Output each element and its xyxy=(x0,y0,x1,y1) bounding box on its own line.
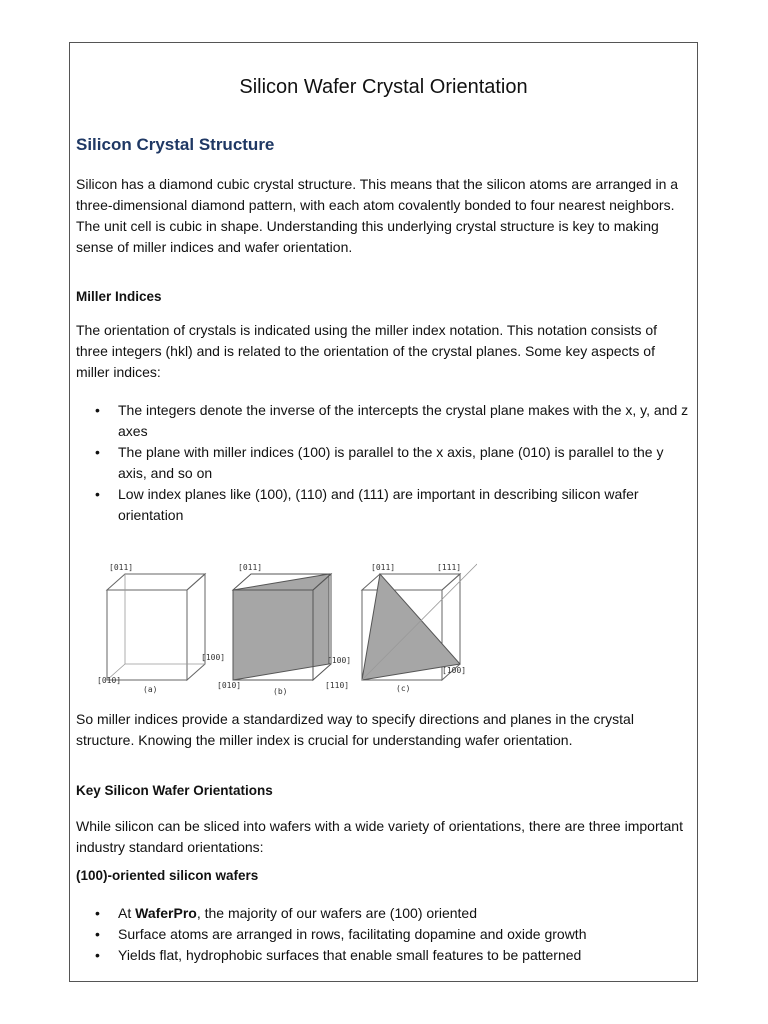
wafer-bullet-list xyxy=(76,903,691,966)
intro-paragraph: Silicon has a diamond cubic crystal structure. This means that the silicon atoms are arranged in a three-dimensional diamond pattern, with each atom covalently bonded to four nearest neighbors. The unit cell is cubic in shape. Understanding this underlying crystal structure is key to making sense of miller indices and wafer orientation. xyxy=(76,176,679,255)
brand-name: WaferPro xyxy=(135,905,197,921)
cube-a-right-label: [100] xyxy=(201,653,226,662)
cube-a-bottom-left-label: [010] xyxy=(97,676,122,685)
cube-c-caption: (c) xyxy=(396,684,411,693)
list-item: • The plane with miller indices (100) is parallel to the x axis, plane (010) is parallel to the y axis, and so on xyxy=(76,442,691,484)
cube-b-top-label: [011] xyxy=(238,563,263,572)
cube-b-caption: (b) xyxy=(273,687,288,696)
section-heading: Silicon Crystal Structure xyxy=(76,135,275,154)
cube-c-top-right-label: [111] xyxy=(437,563,462,572)
miller-planes-figure xyxy=(97,556,477,701)
wafer-100-heading: (100)-oriented silicon wafers xyxy=(76,868,259,883)
cube-b-right-label: [100] xyxy=(327,656,352,665)
document-page xyxy=(69,42,698,982)
cube-b-bottom-right-label: [110] xyxy=(325,681,350,690)
cube-b xyxy=(217,563,351,696)
cube-a-caption: (a) xyxy=(143,685,158,694)
list-item xyxy=(76,903,691,924)
cube-c-right-label: [100] xyxy=(442,666,467,675)
document-title: Silicon Wafer Crystal Orientation xyxy=(239,76,528,98)
list-item: • The integers denote the inverse of the intercepts the crystal plane makes with the x, y, and z axes xyxy=(76,400,691,442)
key-orientations-heading: Key Silicon Wafer Orientations xyxy=(76,783,273,798)
miller-heading: Miller Indices xyxy=(76,289,162,304)
cube-a-top-label: [011] xyxy=(109,563,134,572)
list-item: • Surface atoms are arranged in rows, facilitating dopamine and oxide growth xyxy=(76,924,691,945)
key-orientations-paragraph: While silicon can be sliced into wafers with a wide variety of orientations, there are three important industry standard orientations: xyxy=(76,818,683,855)
after-figure-paragraph: So miller indices provide a standardized way to specify directions and planes in the crystal structure. Knowing the miller index is crucial for understanding wafer orientation. xyxy=(76,711,634,748)
list-item: • Yields flat, hydrophobic surfaces that enable small features to be patterned xyxy=(76,945,691,966)
miller-paragraph: The orientation of crystals is indicated using the miller index notation. This notation consists of three integers (hkl) and is related to the orientation of the crystal planes. Some key aspects of miller indices: xyxy=(76,322,658,380)
cube-b-bottom-left-label: [010] xyxy=(217,681,242,690)
bullet-suffix: , the majority of our wafers are (100) oriented xyxy=(196,905,477,921)
cube-c xyxy=(362,563,477,693)
bullet-prefix: At xyxy=(118,905,136,921)
miller-bullet-list xyxy=(76,400,691,526)
cube-c-top-label: [011] xyxy=(371,563,396,572)
list-item: • Low index planes like (100), (110) and (111) are important in describing silicon wafer orientation xyxy=(76,484,691,526)
cube-a xyxy=(97,563,225,694)
